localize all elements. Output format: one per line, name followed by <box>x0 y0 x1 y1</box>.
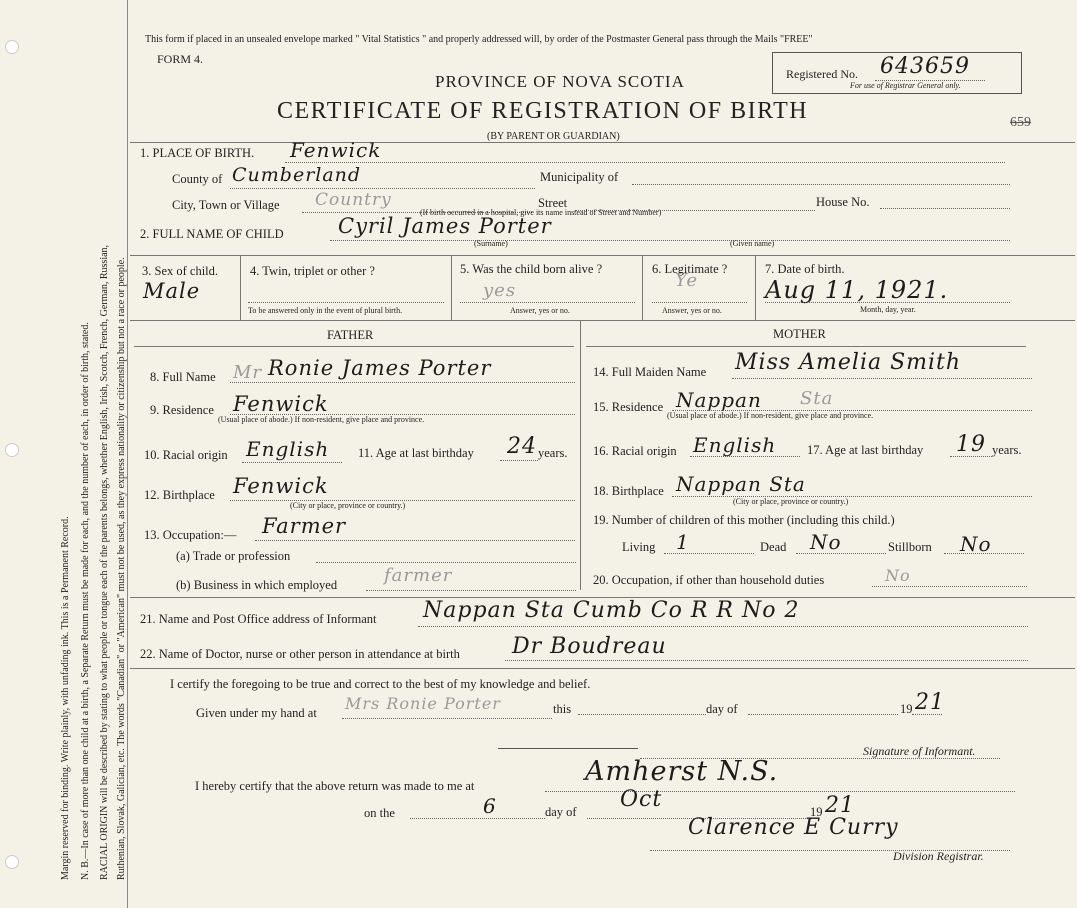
registered-label: Registered No. <box>786 67 858 81</box>
mother-residence-value: Nappan <box>676 388 762 412</box>
mother-age-value: 19 <box>956 432 986 457</box>
child-name-label: 2. FULL NAME OF CHILD <box>140 227 284 241</box>
margin-note-nb: N. B.—In case of more than one child at a birth, a Separate Return must be made for each, and the number of each, in order of birth, stated. <box>80 322 91 880</box>
mother-residence-note: (Usual place of abode.) If non-resident, give place and province. <box>667 411 874 420</box>
form-number: FORM 4. <box>157 52 204 66</box>
alive-note: Answer, yes or no. <box>510 306 570 315</box>
father-name-prefix: Mr <box>233 362 263 383</box>
mother-race-label: 16. Racial origin <box>593 444 677 458</box>
mother-name-label: 14. Full Maiden Name <box>593 365 707 379</box>
mother-birthplace-value: Nappan Sta <box>676 472 806 496</box>
twin-label: 4. Twin, triplet or other ? <box>250 264 375 278</box>
dead-value: No <box>810 530 842 554</box>
mother-residence-label: 15. Residence <box>593 400 664 414</box>
doctor-value: Dr Boudreau <box>512 634 667 659</box>
margin-note-racial-2: Ruthenian, Slovak, Galician, etc. The words "Canadian" or "American" must not be used, as they express nationality or citizenship but not a race or people. <box>116 257 127 880</box>
punch-hole <box>5 855 19 869</box>
father-race-label: 10. Racial origin <box>144 448 228 462</box>
father-occupation-value: Farmer <box>262 514 347 538</box>
date-note: Month, day, year. <box>860 305 916 314</box>
mother-race-value: English <box>693 433 777 457</box>
street-label: Street <box>538 196 568 210</box>
corner-number: 659 <box>1010 115 1031 130</box>
certificate-title: CERTIFICATE OF REGISTRATION OF BIRTH <box>277 98 809 124</box>
place-of-birth-label: 1. PLACE OF BIRTH. <box>140 146 255 160</box>
mother-residence-extra: Sta <box>800 388 834 409</box>
margin-note-binding: Margin reserved for binding. Write plainly, with unfading ink. This is a Permanent Record. <box>60 516 71 880</box>
signature-informant-label: Signature of Informant. <box>863 744 976 758</box>
informant-value: Nappan Sta Cumb Co R R No 2 <box>423 598 800 623</box>
surname-note: (Surname) <box>474 239 508 248</box>
father-birthplace-value: Fenwick <box>233 474 329 498</box>
legitimate-note: Answer, yes or no. <box>662 306 722 315</box>
date-value: Aug 11, 1921. <box>765 276 949 304</box>
informant-label: 21. Name and Post Office address of Informant <box>140 612 377 626</box>
place-of-birth-value: Fenwick <box>290 138 382 162</box>
living-label: Living <box>622 540 656 554</box>
day-of-label: day of <box>706 702 738 716</box>
mother-occupation-label: 20. Occupation, if other than household duties <box>593 573 825 587</box>
mother-birthplace-label: 18. Birthplace <box>593 484 664 498</box>
this-label: this <box>553 702 572 716</box>
twin-note: To be answered only in the event of plural birth. <box>248 306 403 315</box>
father-age-label: 11. Age at last birthday <box>358 446 474 460</box>
day-of-label-2: day of <box>545 805 577 819</box>
father-race-value: English <box>246 437 330 461</box>
house-label: House No. <box>816 195 870 209</box>
father-name-label: 8. Full Name <box>150 370 216 384</box>
registered-number: 643659 <box>880 54 970 79</box>
hospital-note: (If birth occurred in a hospital, give its name instead of Street and Number) <box>420 208 662 217</box>
year2-prefix: 19 <box>810 805 823 819</box>
father-birthplace-note: (City or place, province or country.) <box>290 501 406 510</box>
date-label: 7. Date of birth. <box>765 262 845 276</box>
alive-value: yes <box>483 280 517 301</box>
mail-notice: This form if placed in an unsealed envelope marked " Vital Statistics " and properly addressed will, by order of the Postmaster General pass through the Mails "FREE" <box>145 34 813 45</box>
city-label: City, Town or Village <box>172 198 280 212</box>
margin-note-racial: RACIAL ORIGIN will be described by stating to what people or tongue each of the parents belongs, whether English, Irish, Scotch, French, German, Russian, <box>99 244 110 880</box>
given-under-value: Mrs Ronie Porter <box>345 694 501 713</box>
return-made-label: I hereby certify that the above return was made to me at <box>195 779 475 793</box>
given-under-label: Given under my hand at <box>196 706 317 720</box>
on-the-label: on the <box>364 806 395 820</box>
registrar-signature: Clarence E Curry <box>688 815 899 840</box>
father-heading: FATHER <box>327 328 374 342</box>
mother-children-label: 19. Number of children of this mother (including this child.) <box>593 513 895 527</box>
punch-hole <box>5 40 19 54</box>
county-label: County of <box>172 172 223 186</box>
municipality-label: Municipality of <box>540 170 619 184</box>
living-value: 1 <box>676 530 690 554</box>
father-residence-note: (Usual place of abode.) If non-resident, give place and province. <box>218 415 425 424</box>
sex-value: Male <box>143 279 201 303</box>
alive-label: 5. Was the child born alive ? <box>460 262 603 276</box>
legitimate-value: Ye <box>675 270 698 291</box>
return-made-value: Amherst N.S. <box>585 756 779 787</box>
doctor-label: 22. Name of Doctor, nurse or other person in attendance at birth <box>140 647 460 661</box>
father-business-value: farmer <box>384 565 453 586</box>
punch-hole <box>5 443 19 457</box>
stillborn-label: Stillborn <box>888 540 932 554</box>
month-value: Oct <box>620 787 663 812</box>
year2-suffix: 21 <box>825 793 855 818</box>
year-prefix: 19 <box>900 702 913 716</box>
father-business-label: (b) Business in which employed <box>176 578 338 592</box>
father-birthplace-label: 12. Birthplace <box>144 488 215 502</box>
legitimate-label: 6. Legitimate ? <box>652 262 728 276</box>
mother-heading: MOTHER <box>773 327 826 341</box>
father-residence-label: 9. Residence <box>150 403 214 417</box>
father-occupation-label: 13. Occupation:— <box>144 528 237 542</box>
mother-years-label: years. <box>992 443 1022 457</box>
child-name-value: Cyril James Porter <box>338 214 552 238</box>
dead-label: Dead <box>760 540 787 554</box>
year-suffix: 21 <box>915 690 945 715</box>
father-residence-value: Fenwick <box>233 392 329 416</box>
father-name-value: Ronie James Porter <box>268 356 492 380</box>
mother-birthplace-note: (City or place, province or country.) <box>733 497 849 506</box>
given-name-note: (Given name) <box>730 239 775 248</box>
city-value: Country <box>315 190 392 210</box>
mother-age-label: 17. Age at last birthday <box>807 443 924 457</box>
mother-occupation-value: No <box>885 566 911 585</box>
stillborn-value: No <box>960 532 992 556</box>
father-age-value: 24 <box>507 434 537 459</box>
father-years-label: years. <box>538 446 568 460</box>
on-day-value: 6 <box>483 794 497 818</box>
county-value: Cumberland <box>232 164 362 186</box>
mother-name-value: Miss Amelia Smith <box>735 350 962 375</box>
sex-label: 3. Sex of child. <box>142 264 219 278</box>
division-registrar-label: Division Registrar. <box>893 849 984 863</box>
registrar-note: For use of Registrar General only. <box>850 81 961 90</box>
province-heading: PROVINCE OF NOVA SCOTIA <box>435 72 685 91</box>
certificate-subtitle: (BY PARENT OR GUARDIAN) <box>487 131 620 142</box>
father-trade-label: (a) Trade or profession <box>176 549 291 563</box>
certify-text: I certify the foregoing to be true and correct to the best of my knowledge and belief. <box>170 677 591 691</box>
